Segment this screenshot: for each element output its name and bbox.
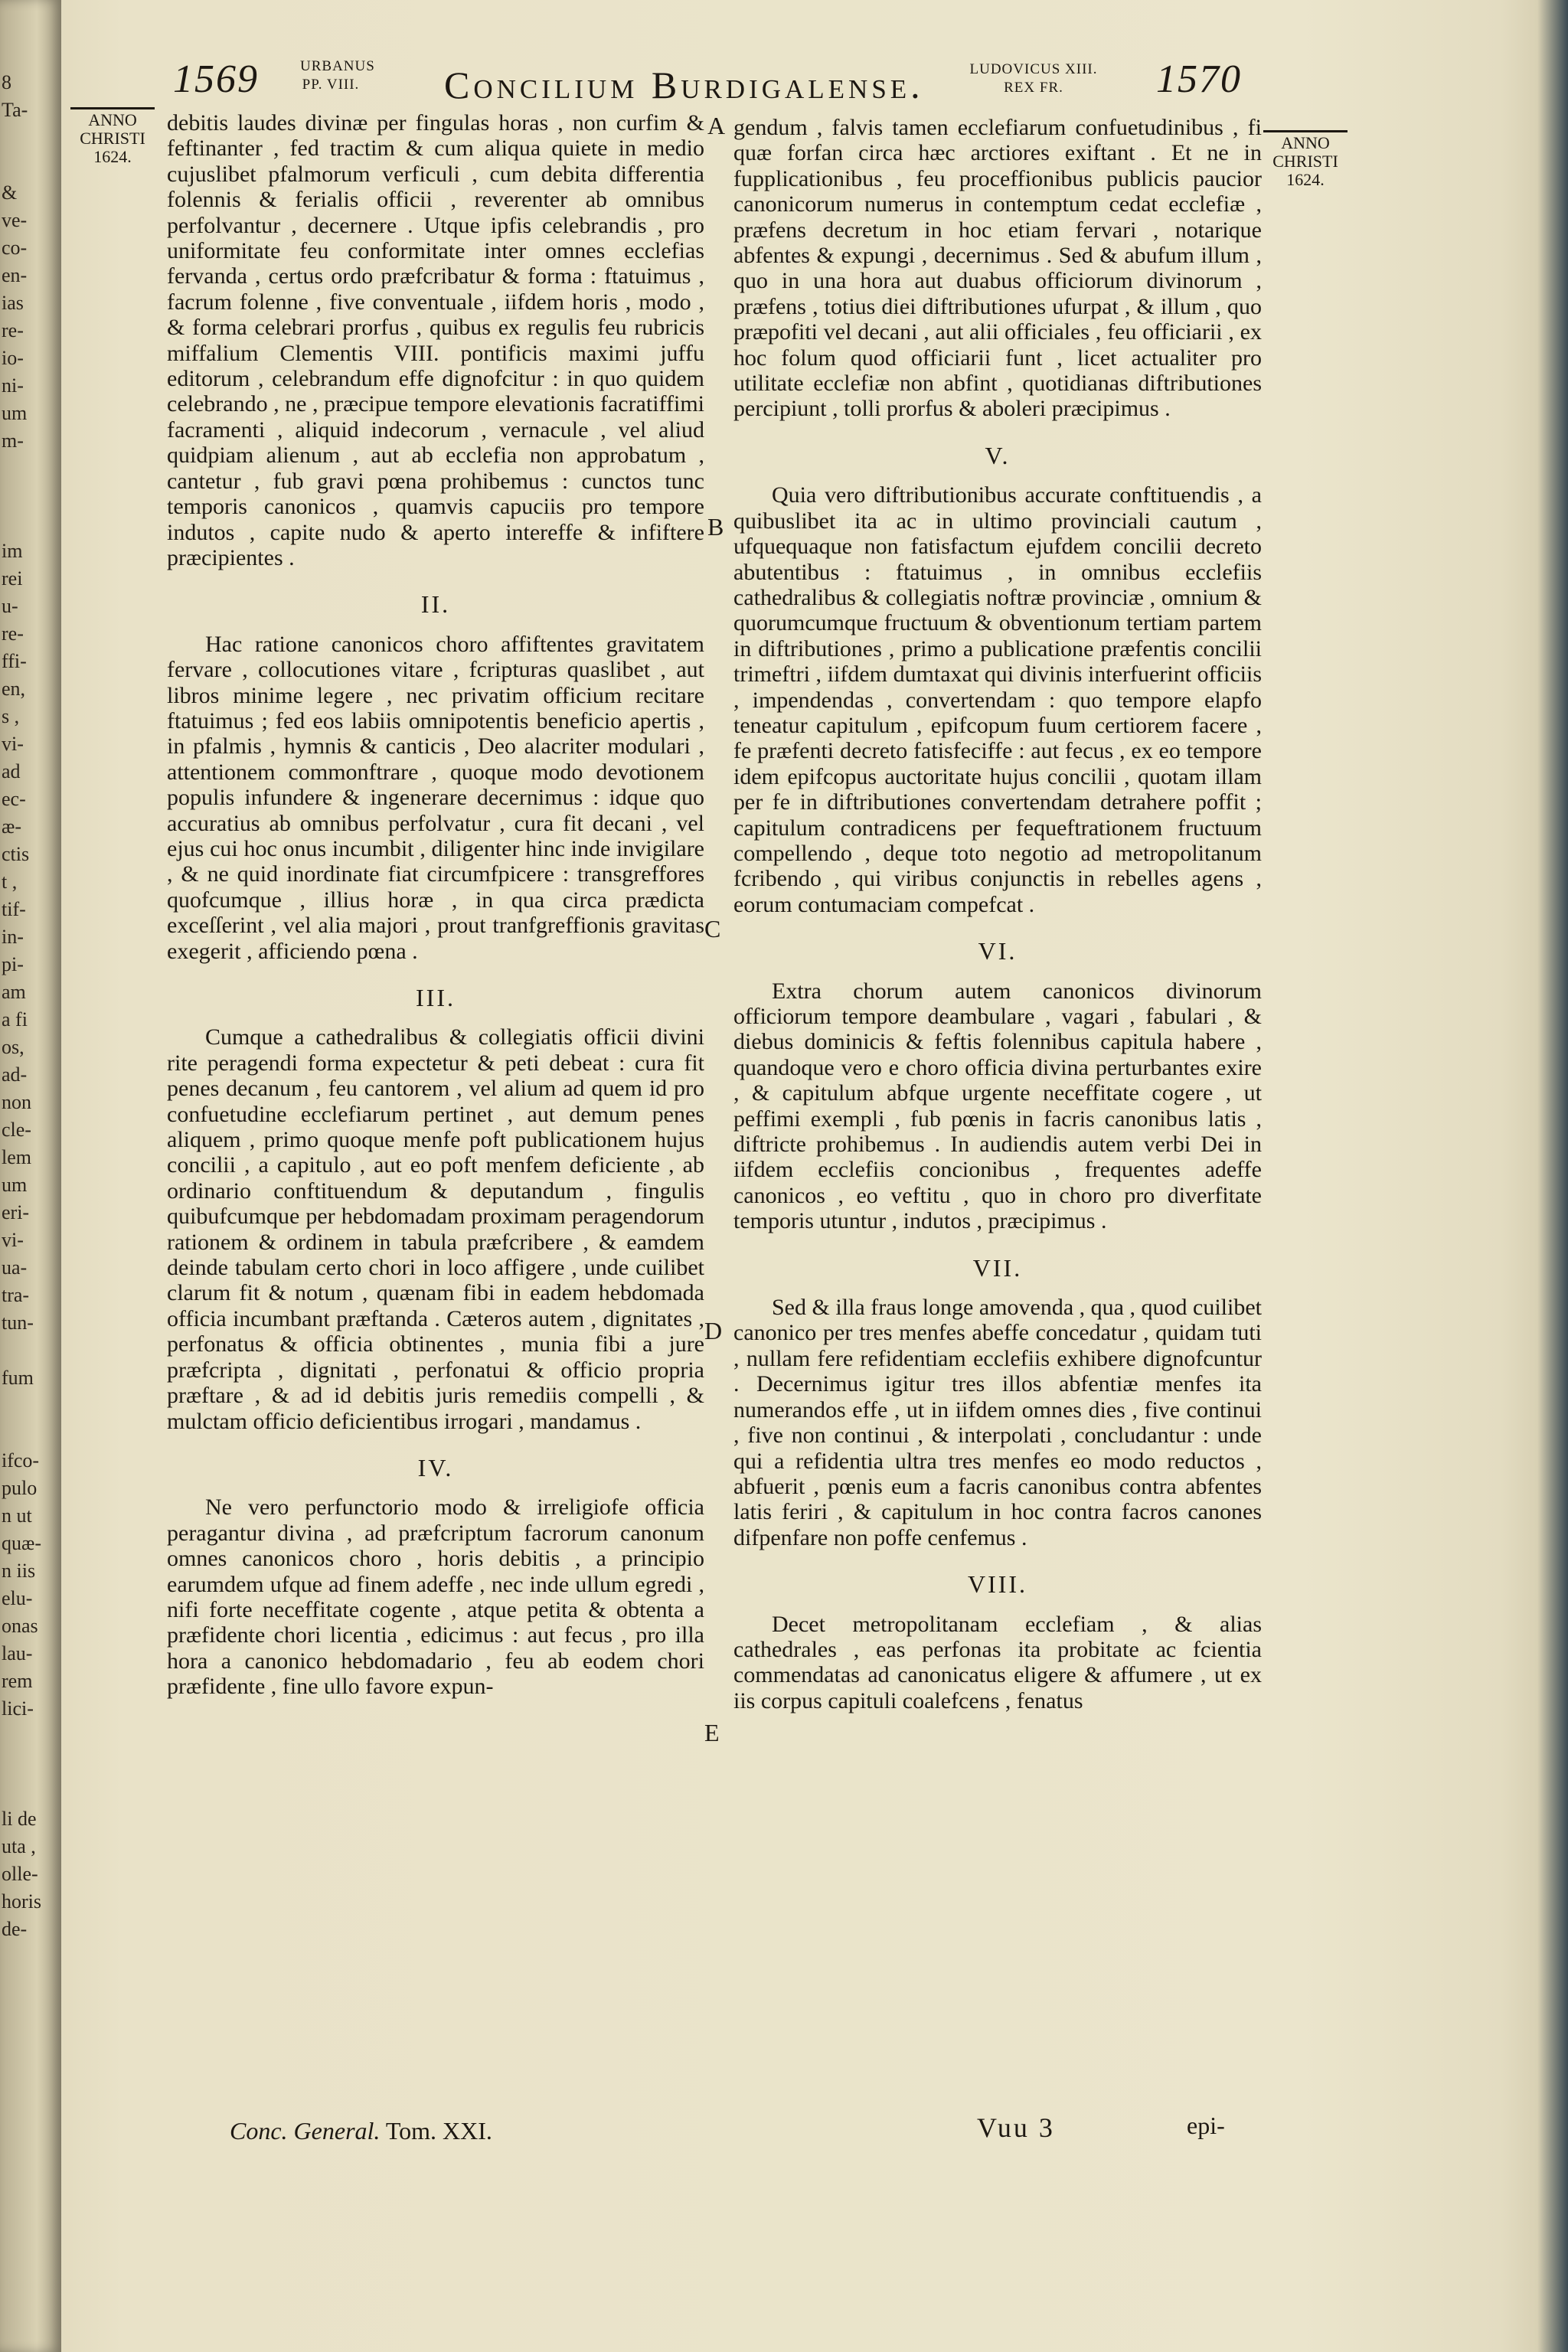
- left-page-fragment: elu-: [2, 1587, 33, 1609]
- left-page-fragment: ve-: [2, 209, 28, 231]
- left-page-fragment: re-: [2, 319, 24, 341]
- left-page-fragment: vi-: [2, 1229, 24, 1251]
- section-number-8: VIII.: [967, 1570, 1028, 1599]
- left-page-fragment: tun-: [2, 1312, 34, 1334]
- signature-mark: Vuu 3: [977, 2112, 1055, 2143]
- left-page-fragment: tif-: [2, 898, 26, 920]
- section-2-text: Hac ratione canonicos choro affiftentes gravitatem fervare , collocutiones vitare , fcripturas quaslibet , aut libros minime legere , nec privatim officium recitare ftatuimus ; fed eos labiis omnipotentis beneficio apertis , in pfalmis , hymnis & canticis , Deo alacriter modulari , attentionem commonftrare , quoque modo devotionem populis infundere & ingenerare decernimus : idque quo accuratius ab omnibus perfolvatur , cura fit decani , vel ejus cui hoc onus incumbit , diligenter hinc inde invigilare , & ne quid inordinate fiat circumfpicere : transgreffores quofcumque , illius horæ , in qua circa prædicta exceſſerint , vel alia majori , prout tranfgreffionis gravitas exegerit , afficiendo pœna .: [167, 631, 704, 964]
- left-page-fragment: [2, 124, 47, 152]
- anno-word: ANNO: [88, 110, 137, 129]
- margin-letter-b: B: [707, 513, 724, 541]
- left-page-fragment: [2, 455, 47, 482]
- section-4-text: Ne vero perfunctorio modo & irreligiofe officia peragantur divina , ad præfcriptum facrorum canonum omnes canonicos choro , horis debitis , a principio earumdem ufque ad finem adeffe , nec inde ullum egredi , nifi forte neceffitate cogente , atque petita & obtenta a præfidente chori licentia , edicimus : aut fecus , pro illa hora a canonico hebdomadario , feu ab eodem chori præfidente , fine ullo favore expun-: [167, 1494, 704, 1700]
- left-page-fragment: en,: [2, 678, 26, 700]
- left-page-fragment: im: [2, 540, 23, 562]
- left-page-fragment: &: [2, 181, 18, 204]
- left-page-fragment: ni-: [2, 374, 24, 397]
- page-edge-shadow: [1537, 0, 1568, 2352]
- left-page-fragment: ad-: [2, 1063, 28, 1086]
- left-page-fragment: t ,: [2, 871, 18, 893]
- left-page-fragment: Ta-: [2, 99, 28, 121]
- header-king-line1: LUDOVICUS XIII.: [969, 61, 1098, 77]
- left-page-fragment: pi-: [2, 953, 24, 975]
- left-page-fragment: ias: [2, 292, 24, 314]
- section-number-4: IV.: [417, 1453, 454, 1481]
- footer-source-rest: Tom. XXI.: [380, 2117, 492, 2145]
- left-page-fragment: tra-: [2, 1284, 30, 1306]
- section-7-text: Sed & illa fraus longe amovenda , qua , quod cuilibet canonico per tres menfes abeffe concedatur , quidam tuti , nullam fere refidentiam ecclefiis exhibere dignofcuntur . Decernimus igitur tres illos abfentiæ menfes ita numerandos effe , ut in iifdem omnes dies , five continui , five non continui , & interpolati , concludantur : unde qui a refidentia ultra tres menfes eo modo reductos , abfuerit , pœnis eum a facris canonibus contra abfentes latis feriri , & capitulum in hoc contra facros canones difpenfare non poffe cenfemus .: [733, 1295, 1262, 1550]
- paragraph-intro-left: debitis laudes divinæ per fingulas horas , non curfim & feftinanter , fed tractim & cum aliqua quiete in medio cujuslibet pfalmorum verficuli , cum debita differentia folennis & ferialis officii , reverenter ab omnibus perfolvantur , decernere . Utque ipfis celebrandis , pro uniformitate feu conformitate inter omnes ecclefias fervanda , certus ordo præfcribatur & forma : ftatuimus , facrum folenne , five conventuale , iifdem horis , modo , & forma celebrari prorfus , quibus ex regulis feu rubricis miffalium Clementis VIII. pontificis maximi juffu editorum , celebrandum effe dignofcitur : in quo quidem celebrando , ne , præcipue tempore elevationis facratiffimi facramenti , aliquid indecorum , vernacule , vel aliud quidpiam alienum , aut ab ecclefia non approbatum , cantetur , fub gravi pœna prohibemus : cunctos tunc temporis canonicos , quamvis capuciis pro tempore indutos , capite nudo & aperto intereffe & infiftere præcipientes .: [167, 110, 704, 570]
- section-3-text: Cumque a cathedralibus & collegiatis officii divini rite peragendi forma expectetur & peti debeat : cura fit penes decanum , feu cantorem , vel alium ad quem id pro confuetudine ecclefiarum pertinet , aut demum penes aliquem , primo quoque menfe poft publicationem hujus concilii , a capitulo , aut eo poft menfem deficiente , ab ordinario conftituendum & deputandum , fingulis quibufcumque per hebdomadam proximam peragendorum rationem & ordinem in tabula præfcribere , & eamdem deinde tabulam certo chori in loco affigere , unde cuilibet clarum fit & notum , quænam fibi in eadem hebdomada officia incumbant præftanda . Cæteros autem , dignitates , perfonatus & officia obtinentes , munia fibi a jure præfcripta , dignitati , perfonatui & officio propria præftare , & ad id debitis juris remediis compelli , & mulctam officio deficientibus irrogari , mandamus .: [167, 1024, 704, 1434]
- anno-christi-right: [1263, 130, 1348, 189]
- left-page-fragment: n ut: [2, 1504, 32, 1527]
- left-page-fragment: os,: [2, 1036, 24, 1058]
- left-page-fragment: lem: [2, 1146, 31, 1168]
- margin-letter-c: C: [704, 915, 721, 942]
- left-page-fragment: horis: [2, 1890, 41, 1913]
- left-page-fragment: ad: [2, 760, 21, 782]
- header-pope-line2: PP. VIII.: [302, 77, 360, 93]
- running-header: [145, 51, 1340, 112]
- anno-rule: [70, 107, 155, 109]
- left-page-fragment: lici-: [2, 1697, 34, 1720]
- section-8-text: Decet metropolitanam ecclefiam , & alias cathedrales , eas perfonas ita probitate ac fcientia commendatas ad canonicatus eligere & affumere , ut ex iis corpus capituli coalefcens , fenatus: [733, 1611, 1262, 1713]
- left-page-fragment: ffi-: [2, 650, 27, 672]
- left-page-fragment: quæ-: [2, 1532, 41, 1554]
- section-number-3: III.: [416, 984, 456, 1011]
- left-page-fragments: [2, 69, 47, 1943]
- book-gutter: [0, 0, 61, 2352]
- paragraph-intro-right: gendum , falvis tamen ecclefiarum confuetudinibus , fi quæ forfan circa hæc arctiores exiftant . Et ne in fupplicationibus , feu proceffionibus publicis paucior canonicorum numerus in contemptum cedat ecclefiæ , præfens decretum in hoc etiam fervari , notarique abfentes & expungi , decernimus . Sed & abufum illum , quo in una hora aut duabus officiorum divinorum , præfens , totius diei diftributiones ufurpat , & illum , quo præpofiti vel decani , aut alii officiales , feu officiarii , ex hoc folum quod officiarii funt , licet actualiter pro utilitate ecclefiæ non abfint , quotidianas diftributiones percipiunt , tolli prorfus & aboleri præcipimus .: [733, 115, 1262, 422]
- left-page-fragment: re-: [2, 622, 24, 645]
- header-king-line2: REX FR.: [1004, 80, 1063, 96]
- section-6-text: Extra chorum autem canonicos divinorum officiorum tempore deambulare , vagari , fabulari , & diebus dominicis & feftis folennibus capitula habere , quandoque vero e choro officia divina perturbantes exire , & capitulum abfque urgente neceffitate cogere , ut peffimi exempli , fub pœnis in facris canonibus latis , diftricte prohibemus . In audiendis autem verbi Dei in iifdem ecclefiis concionibus , frequentes adeffe canonicos , eo veftitu , quo in choro pro diverfitate temporis utuntur , indutos , præcipimus .: [733, 978, 1262, 1234]
- header-pope-line1: URBANUS: [300, 58, 375, 74]
- left-page-fragment: olle-: [2, 1863, 38, 1885]
- section-number-6: VI.: [978, 937, 1018, 965]
- left-page-fragment: io-: [2, 347, 24, 369]
- footer-source: [230, 2117, 492, 2145]
- left-page-fragment: de-: [2, 1918, 28, 1940]
- section-5-text: Quia vero diftributionibus accurate conftituendis , a quibuslibet ita ac in ultimo provinciali cautum , ufquequaque non fatisfactum ejufdem concilii decreto abutentibus : ftatuimus , in omnibus ecclefiis cathedralibus & collegiatis noftræ provinciæ , omnium & quorumcumque fructuum & obventionum tertiam partem in diftributiones , primo a publicatione præfentis concilii trimeftri , iifdem dumtaxat qui divinis interfuerint officiis , impendendas , convertendam : quo tempore elapfo teneatur capitulum , epifcopum fuum certiorem facere , fe præfenti decreto fatisfeciffe : aut fecus , ex eo tempore idem epifcopus auctoritate hujus concilii , quotam illam per fe in diftributiones convertendam detrahere poffit ; capitulum contradicens per fequeftrationem fructuum compellendo , deque toto negotio ad metropolitanum fcribendo , qui viribus conjunctis in rebelles agens , eorum contumaciam compefcat .: [733, 482, 1262, 917]
- left-page-fragment: [2, 1419, 47, 1447]
- catchword: epi-: [1187, 2112, 1225, 2139]
- section-number-2: II.: [420, 590, 451, 619]
- anno-christi-word: CHRISTI: [80, 129, 145, 148]
- left-page-fragment: [2, 1778, 47, 1805]
- anno-christi-left: [70, 107, 155, 166]
- left-page-fragment: a fi: [2, 1008, 28, 1031]
- anno-year: 1624.: [93, 147, 132, 166]
- left-page-fragment: n iis: [2, 1560, 36, 1582]
- anno-year: 1624.: [1286, 170, 1325, 189]
- left-page-fragment: vi-: [2, 733, 24, 755]
- left-page-fragment: rei: [2, 567, 23, 590]
- page-number-left: 1569: [173, 57, 259, 101]
- left-page-fragment: li de: [2, 1808, 37, 1830]
- right-column: [733, 115, 1262, 1713]
- left-page-fragment: am: [2, 981, 26, 1003]
- left-page-fragment: 8: [2, 71, 11, 93]
- left-page-fragment: en-: [2, 264, 28, 286]
- anno-rule: [1263, 130, 1348, 132]
- left-page-fragment: lau-: [2, 1642, 33, 1664]
- left-page-fragment: s ,: [2, 705, 20, 727]
- left-page-fragment: [2, 1723, 47, 1750]
- left-page-fragment: u-: [2, 595, 18, 617]
- left-page-fragment: onas: [2, 1615, 38, 1637]
- left-page-fragment: [2, 1337, 47, 1364]
- left-page-fragment: non: [2, 1091, 31, 1113]
- left-page-fragment: æ-: [2, 815, 21, 838]
- left-page-fragment: um: [2, 402, 28, 424]
- left-page-fragment: in-: [2, 926, 24, 948]
- left-page-fragment: ua-: [2, 1256, 28, 1279]
- left-page-fragment: cle-: [2, 1119, 31, 1141]
- left-page-fragment: uta ,: [2, 1835, 36, 1857]
- margin-letter-a: A: [707, 112, 726, 139]
- left-page-fragment: um: [2, 1174, 28, 1196]
- left-page-fragment: [2, 1392, 47, 1419]
- left-page-fragment: ec-: [2, 788, 26, 810]
- left-page-fragment: rem: [2, 1670, 33, 1692]
- left-page-fragment: ifco-: [2, 1449, 40, 1472]
- left-page-fragment: [2, 510, 47, 537]
- left-page-fragment: [2, 152, 47, 179]
- left-page-fragment: m-: [2, 430, 24, 452]
- left-column: [167, 110, 704, 1700]
- anno-christi-word: CHRISTI: [1272, 152, 1338, 171]
- section-number-5: V.: [985, 441, 1011, 469]
- footer-source-italic: Conc. General.: [230, 2117, 381, 2145]
- left-page-fragment: ctis: [2, 843, 30, 865]
- left-page-fragment: eri-: [2, 1201, 30, 1223]
- page-number-right: 1570: [1156, 57, 1242, 101]
- header-title: Concilium Burdigalense.: [444, 64, 924, 106]
- left-page-fragment: fum: [2, 1367, 34, 1389]
- anno-word: ANNO: [1281, 133, 1330, 152]
- left-page-fragment: [2, 482, 47, 510]
- left-page-fragment: co-: [2, 237, 28, 259]
- left-page-fragment: pulo: [2, 1477, 38, 1499]
- left-page-fragment: [2, 1750, 47, 1778]
- section-number-7: VII.: [972, 1253, 1023, 1282]
- margin-letter-e: E: [704, 1719, 720, 1746]
- margin-letter-d: D: [704, 1317, 723, 1344]
